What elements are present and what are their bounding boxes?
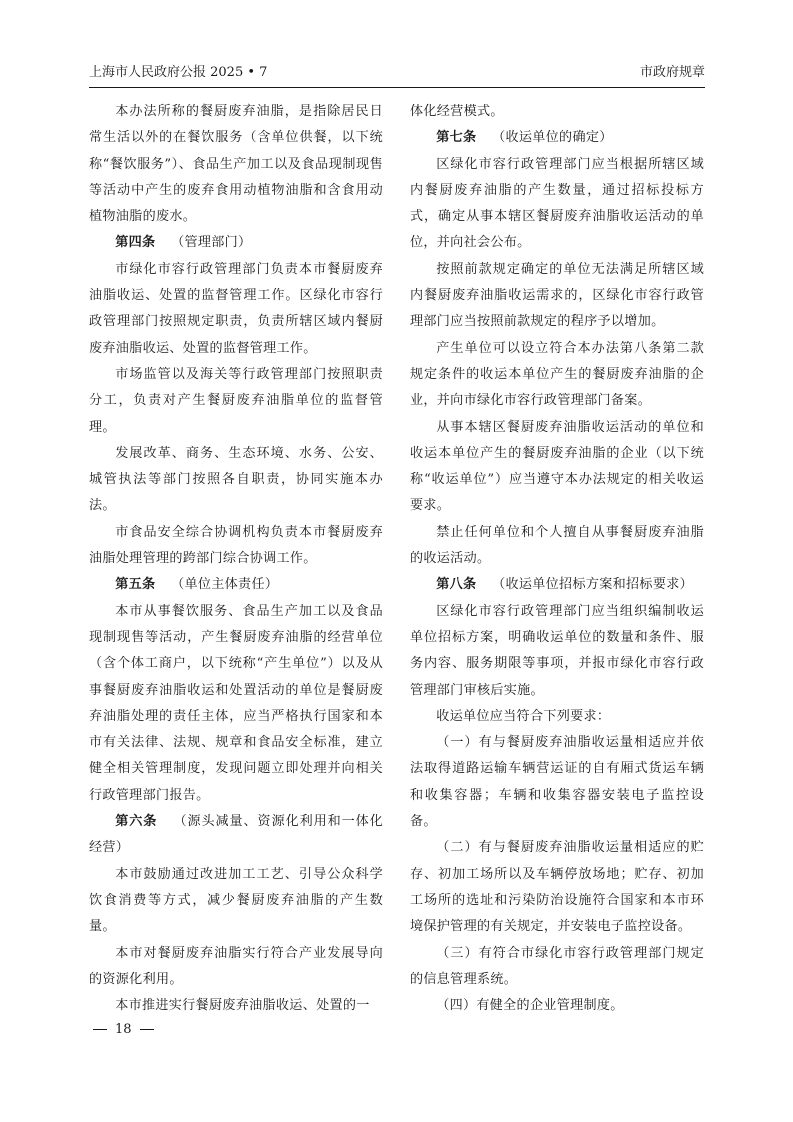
paragraph: 市食品安全综合协调机构负责本市餐厨废弃油脂处理管理的跨部门综合协调工作。 — [89, 524, 383, 567]
article-number: 第七条 — [436, 130, 477, 146]
paragraph: （二）有与餐厨废弃油脂收运量相适应的贮存、初加工场所以及车辆停放场地；贮存、初加工场所的选址和污染防治设施符合国家和本市环境保护管理的有关规定，并安装电子监控设备。 — [410, 840, 704, 935]
paragraph: 发展改革、商务、生态环境、水务、公安、城管执法等部门按照各自职责，协同实施本办法。 — [89, 445, 383, 514]
paragraph: 区绿化市容行政管理部门应当根据所辖区域内餐厨废弃油脂的产生数量，通过招标投标方式，确定从事本辖区餐厨废弃油脂收运活动的单位，并向社会公布。 — [410, 156, 704, 251]
page-number: 18 — [115, 1022, 132, 1037]
paragraph: （一）有与餐厨废弃油脂收运量相适应并依法取得道路运输车辆营运证的自有厢式货运车辆和收集容器；车辆和收集容器安装电子监控设备。 — [410, 735, 704, 830]
article-heading — [410, 125, 704, 151]
paragraph: 本市对餐厨废弃油脂实行符合产业发展导向的资源化利用。 — [89, 945, 383, 987]
article-number: 第五条 — [115, 577, 156, 593]
article-title: （单位主体责任） — [171, 577, 279, 593]
article-heading — [410, 572, 704, 598]
page-header — [89, 62, 705, 84]
paragraph: 收运单位应当符合下列要求： — [436, 708, 611, 724]
page-footer — [93, 1019, 154, 1041]
article-title: （管理部门） — [171, 235, 252, 251]
footer-dash-right — [140, 1029, 154, 1030]
article-title: （收运单位的确定） — [492, 130, 613, 146]
article-number: 第四条 — [115, 235, 156, 251]
article-number: 第八条 — [436, 577, 477, 593]
paragraph: 本办法所称的餐厨废弃油脂，是指除居民日常生活以外的在餐饮服务（含单位供餐，以下统称“餐饮服务”）、食品生产加工以及食品现制现售等活动中产生的废弃食用动植物油脂和含食用动植物油脂的废水。 — [89, 104, 383, 225]
publication-title: 上海市人民政府公报 2025 • 7 — [89, 65, 268, 80]
paragraph: 市场监管以及海关等行政管理部门按照职责分工，负责对产生餐厨废弃油脂单位的监督管理。 — [89, 366, 383, 435]
article-heading — [89, 809, 383, 862]
article-title: （收运单位招标方案和招标要求） — [492, 577, 693, 593]
paragraph: 从事本辖区餐厨废弃油脂收运活动的单位和收运本单位产生的餐厨废弃油脂的企业（以下统称“收运单位”）应当遵守本办法规定的相关收运要求。 — [410, 419, 704, 514]
paragraph: 区绿化市容行政管理部门应当组织编制收运单位招标方案，明确收运单位的数量和条件、服务内容、服务期限等事项，并报市绿化市容行政管理部门审核后实施。 — [410, 603, 704, 698]
paragraph: 产生单位可以设立符合本办法第八条第二款规定条件的收运本单位产生的餐厨废弃油脂的企业，并向市绿化市容行政管理部门备案。 — [410, 340, 704, 409]
paragraph: 市绿化市容行政管理部门负责本市餐厨废弃油脂收运、处置的监督管理工作。区绿化市容行政管理部门按照规定职责，负责所辖区域内餐厨废弃油脂收运、处置的监督管理工作。 — [89, 261, 383, 356]
article-heading — [89, 230, 383, 256]
header-divider — [89, 87, 705, 88]
paragraph: （四）有健全的企业管理制度。 — [436, 998, 624, 1014]
right-column — [410, 99, 704, 1019]
paragraph: 本市推进实行餐厨废弃油脂收运、处置的一 — [115, 998, 370, 1014]
paragraph-continued: 体化经营模式。 — [410, 104, 504, 119]
left-column — [89, 99, 383, 1019]
article-heading — [89, 572, 383, 598]
paragraph: 按照前款规定确定的单位无法满足所辖区域内餐厨废弃油脂收运需求的，区绿化市容行政管理部门应当按照前款规定的程序予以增加。 — [410, 261, 704, 330]
footer-dash-left — [93, 1029, 107, 1030]
paragraph: 本市从事餐饮服务、食品生产加工以及食品现制现售等活动，产生餐厨废弃油脂的经营单位（含个体工商户，以下统称“产生单位”）以及从事餐厨废弃油脂收运和处置活动的单位是餐厨废弃油脂处理的责任主体，应当严格执行国家和本市有关法律、法规、规章和食品安全标准，建立健全相关管理制度，发现问题立即处理并向相关行政管理部门报告。 — [89, 603, 383, 803]
section-title: 市政府规章 — [639, 65, 705, 80]
article-number: 第六条 — [115, 814, 158, 830]
paragraph: 禁止任何单位和个人擅自从事餐厨废弃油脂的收运活动。 — [410, 524, 704, 567]
paragraph: 本市鼓励通过改进加工工艺、引导公众科学饮食消费等方式，减少餐厨废弃油脂的产生数量。 — [89, 866, 383, 935]
paragraph: （三）有符合市绿化市容行政管理部门规定的信息管理系统。 — [410, 945, 704, 987]
article-title: （源头减量、资源化利用和一体化经营） — [89, 814, 383, 856]
